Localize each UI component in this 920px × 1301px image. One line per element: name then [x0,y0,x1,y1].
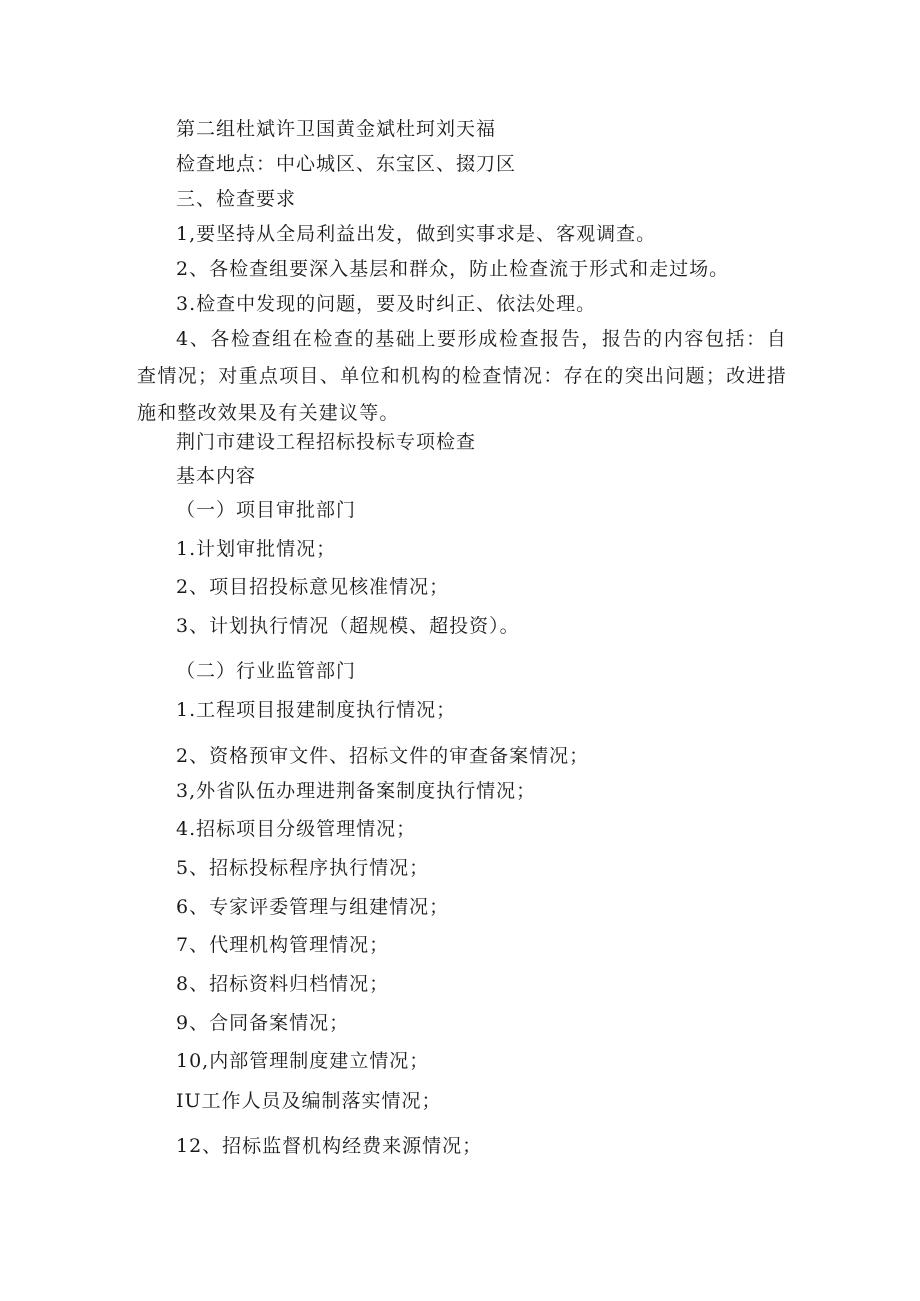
list-item: 1.计划审批情况； [176,538,337,560]
list-item: IU工作人员及编制落实情况； [176,1090,442,1112]
section-subtitle: 基本内容 [176,465,257,487]
list-item: 12、招标监督机构经费来源情况； [176,1135,483,1157]
list-item: 6、专家评委管理与组建情况； [176,896,450,918]
requirement-item-2: 2、各检查组要深入基层和群众，防止检查流于形式和走过场。 [176,258,730,280]
part-heading-supervision: （二）行业监管部门 [176,660,357,682]
list-item: 1.工程项目报建制度执行情况； [176,699,457,721]
list-item: 4.招标项目分级管理情况； [176,818,417,840]
section-title: 荆门市建设工程招标投标专项检查 [176,431,477,453]
part-heading-approval: （一）项目审批部门 [176,499,357,521]
list-item: 2、项目招投标意见核准情况； [176,576,450,598]
requirement-item-4-paragraph: 4、各检查组在检查的基础上要形成检查报告，报告的内容包括：自查情况；对重点项目、单位和机构的检查情况：存在的突出问题；改进措施和整改效果及有关建议等。 [137,328,787,424]
list-item: 9、合同备案情况； [176,1012,350,1034]
inspection-location-line: 检查地点：中心城区、东宝区、掇刀区 [176,153,517,175]
list-item: 8、招标资料归档情况； [176,973,390,995]
list-item: 3、计划执行情况（超规模、超投资）。 [176,615,520,637]
group-members-line: 第二组杜斌许卫国黄金斌杜珂刘天福 [176,118,497,140]
list-item: 3,外省队伍办理进荆备案制度执行情况； [176,780,537,802]
requirements-heading: 三、检查要求 [176,188,297,210]
list-item: 7、代理机构管理情况； [176,934,390,956]
list-item: 5、招标投标程序执行情况； [176,857,430,879]
list-item: 2、资格预审文件、招标文件的审查备案情况； [176,745,590,767]
list-item: 10,内部管理制度建立情况； [176,1050,430,1072]
requirement-item-1: 1,要坚持从全局利益出发，做到实事求是、客观调查。 [176,223,657,245]
requirement-item-3: 3.检查中发现的问题，要及时纠正、依法处理。 [176,293,597,315]
